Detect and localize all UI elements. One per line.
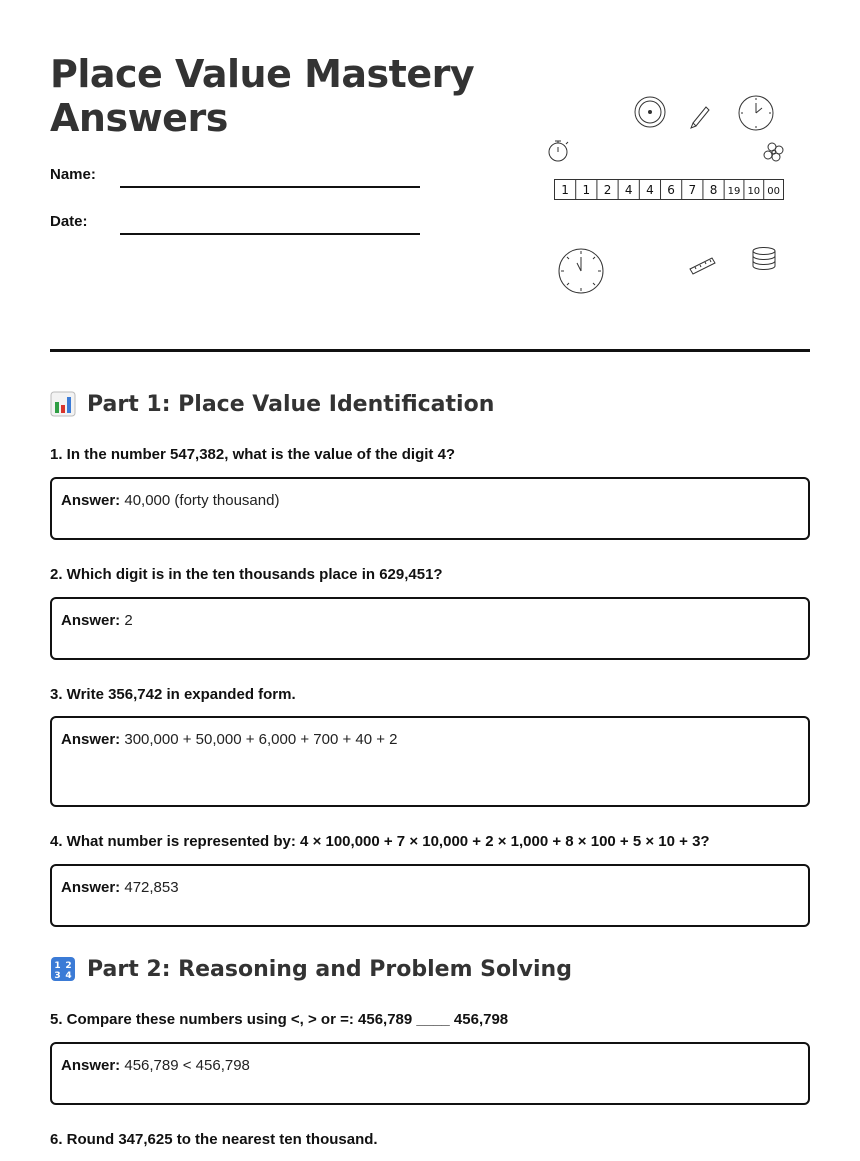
answer-box-5 [50, 1042, 810, 1105]
clock-icon [739, 96, 773, 130]
answer-text-1: 40,000 (forty thousand) [124, 492, 280, 509]
question-5: 5. Compare these numbers using <, > or =: 456,789 ____ 456,798 [50, 1011, 509, 1028]
strip-number: 8 [709, 183, 718, 197]
question-1: 1. In the number 547,382, what is the value of the digit 4? [50, 446, 456, 463]
strip-number: 1 [582, 183, 591, 197]
answer-label: Answer: [61, 492, 121, 509]
section-divider [50, 349, 810, 352]
date-label: Date: [50, 213, 88, 230]
svg-text:4: 4 [65, 971, 72, 981]
answer-text-2: 2 [124, 612, 133, 629]
answer-box-1 [50, 477, 810, 540]
answer-label: Answer: [61, 731, 121, 748]
strip-number: 4 [624, 183, 633, 197]
name-field[interactable] [120, 186, 420, 188]
worksheet-title [50, 52, 474, 140]
name-label: Name: [50, 166, 96, 183]
strip-number: 2 [603, 183, 612, 197]
part-2-title: Part 2: Reasoning and Problem Solving [87, 956, 572, 982]
strip-number: 10 [747, 186, 761, 197]
coin-stack-icon [753, 248, 775, 270]
title-line-1: Place Value Mastery [50, 52, 475, 96]
answer-label: Answer: [61, 612, 121, 629]
clock-icon [559, 249, 603, 293]
question-2: 2. Which digit is in the ten thousands place in 629,451? [50, 566, 443, 583]
svg-text:3: 3 [54, 971, 61, 981]
ruler-icon [690, 258, 715, 274]
strip-number: 1 [561, 183, 569, 197]
clock-icon [635, 97, 665, 127]
date-field[interactable] [120, 233, 420, 235]
svg-text:1: 1 [54, 961, 61, 971]
answer-text-4: 472,853 [124, 879, 179, 896]
answer-box-2 [50, 597, 810, 660]
question-3: 3. Write 356,742 in expanded form. [50, 686, 296, 703]
decorative-doodles [530, 85, 800, 305]
part-2-heading [50, 954, 572, 984]
answer-text-3: 300,000 + 50,000 + 6,000 + 700 + 40 + 2 [124, 731, 398, 748]
answer-box-4 [50, 864, 810, 927]
number-strip [555, 180, 784, 200]
strip-number: 6 [667, 183, 675, 197]
title-line-2: Answers [50, 96, 228, 140]
answer-label: Answer: [61, 879, 121, 896]
question-4: 4. What number is represented by: 4 × 100,000 + 7 × 10,000 + 2 × 1,000 + 8 × 100 + 5 × 10 + 3? [50, 833, 710, 850]
stopwatch-icon [549, 141, 568, 161]
answer-text-5: 456,789 < 456,798 [124, 1057, 250, 1074]
numbers-1234-icon [50, 956, 76, 982]
question-6: 6. Round 347,625 to the nearest ten thousand. [50, 1131, 378, 1148]
answer-box-3 [50, 716, 810, 807]
part-1-heading [50, 389, 494, 419]
strip-number: 00 [767, 186, 780, 197]
strip-number: 7 [688, 183, 697, 197]
bar-chart-icon [50, 391, 76, 417]
answer-label: Answer: [61, 1057, 121, 1074]
strip-number: 4 [646, 183, 654, 197]
strip-number: 19 [727, 186, 741, 197]
svg-text:2: 2 [65, 961, 72, 971]
pencil-icon [691, 107, 709, 128]
flower-icon [764, 143, 783, 161]
part-1-title: Part 1: Place Value Identification [87, 391, 495, 417]
